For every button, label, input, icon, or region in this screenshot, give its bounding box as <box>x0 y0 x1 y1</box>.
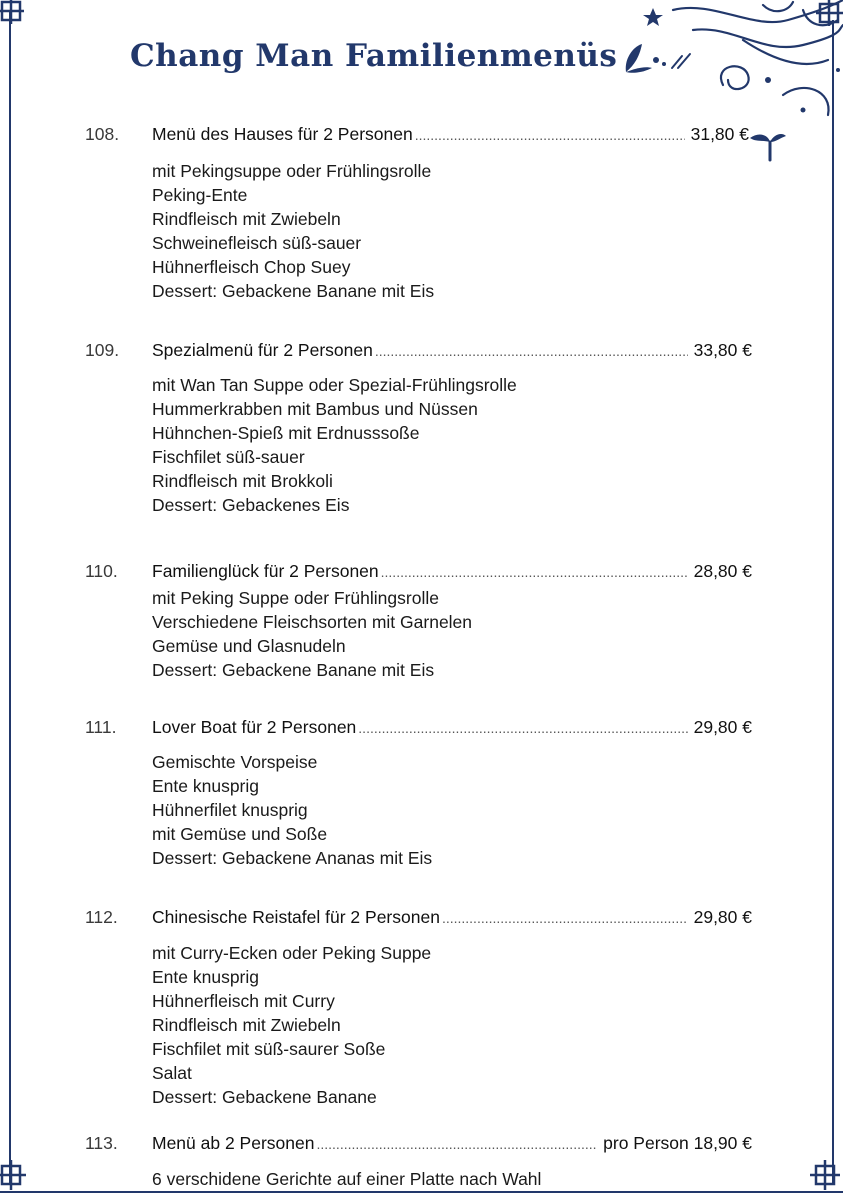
menu-item: 6 verschidene Gerichte auf einer Platte nach Wahl <box>152 1169 542 1189</box>
menu-entry-price: 33,80 € <box>693 340 752 360</box>
menu-entry-heading <box>152 124 749 145</box>
menu-entry-heading <box>152 1133 752 1154</box>
menu-entry-price: 28,80 € <box>693 561 752 581</box>
menu-item: Rindfleisch mit Zwiebeln <box>152 1015 341 1035</box>
menu-item: mit Pekingsuppe oder Frühlingsrolle <box>152 161 432 181</box>
menu-entry-number: 113. <box>85 1133 118 1153</box>
menu-entry-name: Familienglück für 2 Personen <box>152 561 379 581</box>
dot-leader <box>316 1136 597 1152</box>
menu-item: Dessert: Gebackene Ananas mit Eis <box>152 848 433 868</box>
menu-item: Hühnchen-Spieß mit Erdnusssoße <box>152 423 420 443</box>
menu-item: Fischfilet mit süß-saurer Soße <box>152 1039 386 1059</box>
menu-item: Hühnerfilet knusprig <box>152 800 308 820</box>
menu-item: Dessert: Gebackenes Eis <box>152 495 350 515</box>
menu-item: Peking-Ente <box>152 185 248 205</box>
menu-item: Dessert: Gebackene Banane mit Eis <box>152 281 435 301</box>
menu-item: mit Gemüse und Soße <box>152 824 328 844</box>
menu-item: Salat <box>152 1063 192 1083</box>
menu-entry-price: 29,80 € <box>693 907 752 927</box>
menu-entry-items <box>152 373 517 517</box>
menu-item: Ente knusprig <box>152 967 260 987</box>
menu-entry-number: 111. <box>85 717 117 737</box>
menu-item: Ente knusprig <box>152 776 260 796</box>
menu-entry-name: Menü des Hauses für 2 Personen <box>152 124 413 144</box>
menu-item: Verschiedene Fleischsorten mit Garnelen <box>152 612 473 632</box>
dot-leader <box>381 564 688 580</box>
page-title: Chang Man Familienmenüs <box>130 38 618 74</box>
menu-entry-items <box>152 1167 541 1191</box>
dot-leader <box>442 910 688 926</box>
menu-entry-name: Chinesische Reistafel für 2 Personen <box>152 907 440 927</box>
menu-entry-heading <box>152 561 752 582</box>
dot-leader <box>415 127 685 143</box>
menu-entry-name: Lover Boat für 2 Personen <box>152 717 357 737</box>
menu-entry-number: 108. <box>85 124 120 144</box>
menu-entry-items <box>152 586 472 682</box>
menu-entry-items <box>152 941 431 1109</box>
menu-item: Hühnerfleisch mit Curry <box>152 991 335 1011</box>
menu-entry-price: pro Person 18,90 € <box>603 1133 752 1153</box>
menu-entry-heading <box>152 717 752 738</box>
menu-item: Gemischte Vorspeise <box>152 752 318 772</box>
menu-entry-price: 29,80 € <box>693 717 752 737</box>
menu-entry-heading <box>152 907 752 928</box>
menu-item: Fischfilet süß-sauer <box>152 447 305 467</box>
menu-item: Rindfleisch mit Brokkoli <box>152 471 333 491</box>
menu-entry-price: 31,80 € <box>690 124 749 144</box>
menu-item: Schweinefleisch süß-sauer <box>152 233 362 253</box>
menu-item: Hühnerfleisch Chop Suey <box>152 257 351 277</box>
menu-entry-heading <box>152 340 752 361</box>
dot-leader <box>358 720 687 736</box>
menu-item: Hummerkrabben mit Bambus und Nüssen <box>152 399 478 419</box>
menu-item: Rindfleisch mit Zwiebeln <box>152 209 341 229</box>
menu-entry-number: 110. <box>85 561 118 581</box>
menu-entry-number: 109. <box>85 340 120 360</box>
menu-item: Dessert: Gebackene Banane <box>152 1087 377 1107</box>
menu-item: mit Curry-Ecken oder Peking Suppe <box>152 943 432 963</box>
menu-entry-number: 112. <box>85 907 118 927</box>
menu-entry-name: Spezialmenü für 2 Personen <box>152 340 373 360</box>
menu-entry-items <box>152 750 432 870</box>
menu-item: mit Wan Tan Suppe oder Spezial-Frühlingsrolle <box>152 375 517 395</box>
menu-entry-items <box>152 159 434 303</box>
menu-entry-name: Menü ab 2 Personen <box>152 1133 315 1153</box>
menu-item: Gemüse und Glasnudeln <box>152 636 346 656</box>
dot-leader <box>375 343 688 359</box>
menu-item: mit Peking Suppe oder Frühlingsrolle <box>152 588 439 608</box>
menu-item: Dessert: Gebackene Banane mit Eis <box>152 660 435 680</box>
